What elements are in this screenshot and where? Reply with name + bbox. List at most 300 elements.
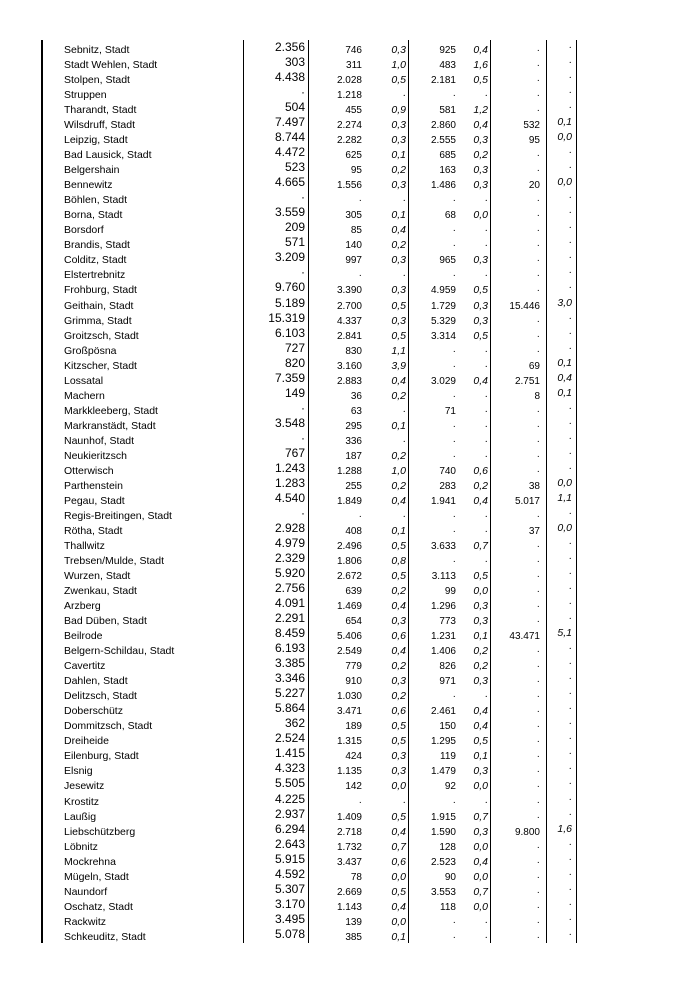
percent-col-5: · <box>484 509 488 522</box>
percent-col-3: 0,3 <box>391 134 406 147</box>
percent-col-5: 0,2 <box>473 149 488 162</box>
municipality-name: Schkeuditz, Stadt <box>64 930 146 943</box>
value-col-2: 295 <box>345 420 362 432</box>
table-row <box>0 220 700 238</box>
table-row <box>0 130 700 148</box>
table-row <box>0 866 700 885</box>
percent-col-3: 0,3 <box>391 750 406 763</box>
value-col-1: 820 <box>284 355 305 370</box>
value-col-6: · <box>536 165 540 177</box>
municipality-name: Mügeln, Stadt <box>64 870 129 883</box>
value-col-1: 4.091 <box>274 596 305 611</box>
value-col-4: 483 <box>439 60 456 72</box>
municipality-name: Stadt Wehlen, Stadt <box>64 59 158 72</box>
value-col-2: 2.669 <box>336 886 362 898</box>
table-row <box>0 911 700 930</box>
value-col-4: 581 <box>439 105 456 117</box>
value-col-4: · <box>452 270 456 282</box>
value-col-6: · <box>536 901 540 913</box>
percent-col-5: 0,0 <box>473 585 488 598</box>
municipality-name: Doberschütz <box>64 705 123 718</box>
municipality-name: Großpösna <box>64 344 117 357</box>
value-col-1: 6.193 <box>274 641 305 656</box>
value-col-2: 424 <box>345 751 362 763</box>
municipality-name: Markranstädt, Stadt <box>64 419 156 432</box>
value-col-1: 3.170 <box>274 896 305 911</box>
percent-col-5: 0,5 <box>473 74 488 87</box>
value-col-1: 523 <box>284 160 305 175</box>
value-col-1: 5.915 <box>274 851 305 866</box>
percent-col-7: · <box>568 161 572 174</box>
value-col-1: 5.307 <box>274 881 305 896</box>
percent-col-7: · <box>568 401 572 414</box>
table-row <box>0 731 700 749</box>
municipality-name: Wilsdruff, Stadt <box>64 119 135 132</box>
value-col-2: · <box>358 796 362 808</box>
table-row <box>0 325 700 344</box>
value-col-4: 2.860 <box>430 120 456 132</box>
value-col-4: 150 <box>439 721 456 733</box>
percent-col-7: 1,1 <box>557 491 572 504</box>
municipality-name: Trebsen/Mulde, Stadt <box>64 555 164 568</box>
value-col-4: 1.915 <box>430 811 456 823</box>
percent-col-7: · <box>568 882 572 895</box>
value-col-6: · <box>536 540 540 552</box>
table-row <box>0 445 700 464</box>
percent-col-3: 0,5 <box>391 329 406 342</box>
municipality-name: Liebschützberg <box>64 825 136 838</box>
value-col-6: · <box>536 60 540 72</box>
value-col-6: 9.800 <box>514 826 540 838</box>
value-col-6: · <box>536 465 540 477</box>
municipality-name: Machern <box>64 389 105 402</box>
municipality-name: Bad Düben, Stadt <box>64 615 147 628</box>
value-col-1: 6.294 <box>274 821 305 836</box>
value-col-1: 4.592 <box>274 866 305 881</box>
municipality-name: Belgern-Schildau, Stadt <box>64 645 175 658</box>
value-col-1: 571 <box>284 235 305 250</box>
table-row <box>0 851 700 870</box>
value-col-2: 830 <box>345 345 362 357</box>
percent-col-3: · <box>402 404 406 417</box>
percent-col-7: · <box>568 236 572 249</box>
percent-col-3: · <box>402 89 406 102</box>
value-col-1: 362 <box>284 716 305 731</box>
percent-col-7: · <box>568 702 572 715</box>
municipality-name: Elstertrebnitz <box>64 269 126 282</box>
table-row <box>0 611 700 629</box>
value-col-2: 3.437 <box>336 856 362 868</box>
value-col-1: 2.291 <box>274 611 305 626</box>
municipality-name: Geithain, Stadt <box>64 299 134 312</box>
value-col-6: · <box>536 420 540 432</box>
percent-col-7: · <box>568 612 572 625</box>
table-row <box>0 581 700 599</box>
municipality-name: Jesewitz <box>64 780 105 793</box>
value-col-1: 4.323 <box>274 761 305 776</box>
value-col-1: · <box>301 505 305 520</box>
value-col-4: 5.329 <box>430 315 456 327</box>
table-row <box>0 716 700 734</box>
value-col-4: · <box>452 240 456 252</box>
value-col-6: · <box>536 916 540 928</box>
value-col-2: · <box>358 510 362 522</box>
percent-col-5: 0,0 <box>473 900 488 913</box>
table-row <box>0 340 700 359</box>
table-row <box>0 115 700 133</box>
value-col-4: · <box>452 390 456 402</box>
value-col-1: 504 <box>284 100 305 115</box>
value-col-6: 37 <box>528 525 540 537</box>
percent-col-7: · <box>568 326 572 339</box>
value-col-1: 2.928 <box>274 520 305 535</box>
value-col-2: 1.135 <box>336 766 362 778</box>
percent-col-3: 0,5 <box>391 720 406 733</box>
table-row <box>0 475 700 494</box>
value-col-4: · <box>452 90 456 102</box>
municipality-name: Cavertitz <box>64 660 106 673</box>
percent-col-5: 0,5 <box>473 570 488 583</box>
percent-col-3: 0,2 <box>391 479 406 492</box>
percent-col-7: · <box>568 506 572 519</box>
value-col-2: 1.806 <box>336 556 362 568</box>
percent-col-3: 1,0 <box>391 464 406 477</box>
percent-col-5: · <box>484 915 488 928</box>
percent-col-5: · <box>484 524 488 537</box>
percent-col-3: 0,8 <box>391 555 406 568</box>
percent-col-3: 0,1 <box>391 930 406 943</box>
percent-col-5: 1,2 <box>473 104 488 117</box>
value-col-4: 826 <box>439 661 456 673</box>
value-col-6: 2.751 <box>514 375 540 387</box>
table-row <box>0 235 700 253</box>
municipality-name: Parthenstein <box>64 479 123 492</box>
value-col-6: · <box>536 225 540 237</box>
value-col-4: · <box>452 435 456 447</box>
value-col-2: 455 <box>345 105 362 117</box>
value-col-1: 5.505 <box>274 776 305 791</box>
percent-col-3: 0,6 <box>391 855 406 868</box>
percent-col-5: 0,4 <box>473 705 488 718</box>
municipality-name: Naundorf <box>64 885 108 898</box>
value-col-2: · <box>358 195 362 207</box>
value-col-4: 2.555 <box>430 135 456 147</box>
value-col-4: 773 <box>439 616 456 628</box>
value-col-6: · <box>536 195 540 207</box>
percent-col-7: 0,1 <box>557 116 572 129</box>
value-col-4: · <box>452 195 456 207</box>
percent-col-3: 0,7 <box>391 840 406 853</box>
percent-col-3: 0,3 <box>391 675 406 688</box>
percent-col-7: · <box>568 71 572 84</box>
value-col-2: 2.282 <box>336 135 362 147</box>
municipality-name: Groitzsch, Stadt <box>64 329 139 342</box>
percent-col-3: 0,2 <box>391 690 406 703</box>
percent-col-3: 0,6 <box>391 705 406 718</box>
municipality-name: Grimma, Stadt <box>64 314 132 327</box>
value-col-1: 1.283 <box>274 475 305 490</box>
municipality-name: Sebnitz, Stadt <box>64 44 130 56</box>
value-col-1: 303 <box>284 55 305 70</box>
value-col-4: 1.231 <box>430 631 456 643</box>
value-col-4: 1.486 <box>430 180 456 192</box>
value-col-4: · <box>452 345 456 357</box>
percent-col-7: · <box>568 416 572 429</box>
value-col-2: 5.406 <box>336 631 362 643</box>
municipality-name: Arzberg <box>64 600 101 613</box>
value-col-6: · <box>536 796 540 808</box>
percent-col-7: · <box>568 642 572 655</box>
percent-col-3: 0,4 <box>391 494 406 507</box>
value-col-6: · <box>536 676 540 688</box>
value-col-4: · <box>452 916 456 928</box>
percent-col-7: · <box>568 146 572 159</box>
value-col-2: 85 <box>350 225 362 237</box>
percent-col-7: · <box>568 732 572 745</box>
municipality-name: Rackwitz <box>64 915 107 928</box>
value-col-2: 187 <box>345 450 362 462</box>
value-col-1: 5.920 <box>274 566 305 581</box>
percent-col-3: 0,5 <box>391 885 406 898</box>
table-row <box>0 671 700 689</box>
value-col-2: 746 <box>345 45 362 56</box>
value-col-6: · <box>536 240 540 252</box>
table-row <box>0 656 700 674</box>
value-col-2: 625 <box>345 150 362 162</box>
percent-col-7: · <box>568 852 572 865</box>
value-col-6: 532 <box>523 120 540 132</box>
value-col-4: 90 <box>444 871 456 883</box>
municipality-name: Naunhof, Stadt <box>64 434 135 447</box>
percent-col-3: 0,2 <box>391 585 406 598</box>
value-col-2: 1.469 <box>336 601 362 613</box>
percent-col-7: · <box>568 461 572 474</box>
value-col-6: · <box>536 255 540 267</box>
value-col-6: 38 <box>528 480 540 492</box>
value-col-2: · <box>358 270 362 282</box>
value-col-4: 3.113 <box>431 571 456 583</box>
value-col-1: · <box>301 400 305 415</box>
percent-col-7: 0,0 <box>557 476 572 489</box>
percent-col-7: · <box>568 717 572 730</box>
table-row <box>0 430 700 449</box>
value-col-4: 3.314 <box>430 330 456 342</box>
value-col-6: · <box>536 871 540 883</box>
value-col-6: · <box>536 571 540 583</box>
value-col-6: · <box>536 210 540 222</box>
value-col-1: 4.472 <box>274 145 305 160</box>
percent-col-5: · <box>484 89 488 102</box>
value-col-4: 1.479 <box>430 766 456 778</box>
percent-col-3: 0,3 <box>391 179 406 192</box>
percent-col-7: · <box>568 446 572 459</box>
value-col-6: · <box>536 931 540 943</box>
value-col-1: 1.243 <box>274 460 305 475</box>
value-col-4: 92 <box>444 781 456 793</box>
table-row <box>0 295 700 314</box>
percent-col-7: · <box>568 867 572 880</box>
table-row <box>0 776 700 794</box>
value-col-4: 685 <box>439 150 456 162</box>
percent-col-5: 0,3 <box>473 299 488 312</box>
value-col-1: 2.937 <box>274 806 305 821</box>
value-col-2: 139 <box>345 916 362 928</box>
municipality-name: Thallwitz <box>64 539 105 552</box>
percent-col-5: 0,3 <box>473 825 488 838</box>
value-col-1: 2.329 <box>274 551 305 566</box>
table-row <box>0 551 700 569</box>
value-col-4: · <box>452 691 456 703</box>
percent-col-5: · <box>484 224 488 237</box>
value-col-1: 3.385 <box>274 656 305 671</box>
value-col-2: 2.274 <box>336 120 362 132</box>
table-row <box>0 175 700 193</box>
percent-col-7: · <box>568 431 572 444</box>
municipality-name: Brandis, Stadt <box>64 239 130 252</box>
value-col-1: 8.459 <box>274 626 305 641</box>
percent-col-3: 0,4 <box>391 600 406 613</box>
value-col-4: · <box>452 931 456 943</box>
percent-col-7: 5,1 <box>557 627 572 640</box>
municipality-name: Otterwisch <box>64 464 114 477</box>
percent-col-7: · <box>568 311 572 324</box>
value-col-4: 1.941 <box>430 495 456 507</box>
value-col-2: 385 <box>345 931 362 943</box>
value-col-2: 78 <box>350 871 362 883</box>
value-col-4: · <box>452 420 456 432</box>
table-row <box>0 280 700 298</box>
percent-col-7: · <box>568 927 572 940</box>
percent-col-3: 0,3 <box>391 314 406 327</box>
value-col-2: 2.496 <box>336 540 362 552</box>
percent-col-7: · <box>568 777 572 790</box>
percent-col-7: · <box>568 567 572 580</box>
value-col-2: 2.549 <box>336 646 362 658</box>
percent-col-7: · <box>568 56 572 69</box>
value-col-2: 305 <box>345 210 362 222</box>
percent-col-7: · <box>568 341 572 354</box>
table-row <box>0 490 700 509</box>
value-col-1: · <box>301 265 305 280</box>
value-col-1: 7.359 <box>274 370 305 385</box>
percent-col-5: 0,4 <box>473 374 488 387</box>
percent-col-5: 0,5 <box>473 329 488 342</box>
value-col-1: 727 <box>284 340 305 355</box>
value-col-4: 1.590 <box>430 826 456 838</box>
municipality-name: Dreiheide <box>64 735 109 748</box>
table-row <box>0 400 700 419</box>
percent-col-5: · <box>484 404 488 417</box>
percent-col-3: 0,4 <box>391 645 406 658</box>
municipality-name: Markkleeberg, Stadt <box>64 404 158 417</box>
percent-col-3: 0,3 <box>391 254 406 267</box>
percent-col-5: 0,6 <box>473 464 488 477</box>
percent-col-7: · <box>568 206 572 219</box>
value-col-4: 283 <box>439 480 456 492</box>
municipality-name: Pegau, Stadt <box>64 494 125 507</box>
table-row <box>0 596 700 614</box>
table-row <box>0 145 700 163</box>
percent-col-3: 1,0 <box>391 59 406 72</box>
table-row <box>0 836 700 855</box>
municipality-name: Zwenkau, Stadt <box>64 585 137 598</box>
percent-col-3: 0,2 <box>391 164 406 177</box>
value-col-1: 6.103 <box>274 325 305 340</box>
percent-col-3: 0,5 <box>391 539 406 552</box>
value-col-1: 4.665 <box>274 175 305 190</box>
value-col-2: 4.337 <box>336 315 362 327</box>
percent-col-5: 0,7 <box>473 885 488 898</box>
municipality-name: Borsdorf <box>64 224 104 237</box>
value-col-6: 8 <box>534 390 540 402</box>
value-col-2: 1.556 <box>336 180 362 192</box>
percent-col-5: · <box>484 389 488 402</box>
percent-col-5: 0,2 <box>473 645 488 658</box>
percent-col-3: · <box>402 269 406 282</box>
value-col-4: 1.729 <box>430 300 456 312</box>
percent-col-5: 0,7 <box>473 539 488 552</box>
value-col-2: 95 <box>350 165 362 177</box>
percent-col-3: · <box>402 509 406 522</box>
value-col-2: 189 <box>345 721 362 733</box>
percent-col-7: 1,6 <box>557 822 572 835</box>
percent-col-7: 0,0 <box>557 131 572 144</box>
percent-col-7: 0,1 <box>557 356 572 369</box>
value-col-1: 3.548 <box>274 415 305 430</box>
value-col-6: · <box>536 45 540 56</box>
value-col-2: 1.849 <box>336 495 362 507</box>
municipality-name: Borna, Stadt <box>64 209 123 222</box>
percent-col-5: 0,3 <box>473 600 488 613</box>
value-col-1: 149 <box>284 385 305 400</box>
percent-col-7: · <box>568 912 572 925</box>
value-col-1: 7.497 <box>274 115 305 130</box>
value-col-6: · <box>536 315 540 327</box>
value-col-6: · <box>536 510 540 522</box>
value-col-4: 1.295 <box>430 736 456 748</box>
municipality-name: Bad Lausick, Stadt <box>64 149 152 162</box>
table-row <box>0 100 700 118</box>
percent-col-3: 0,5 <box>391 735 406 748</box>
table-row <box>0 520 700 539</box>
percent-col-7: · <box>568 266 572 279</box>
table-row <box>0 701 700 719</box>
value-col-6: · <box>536 601 540 613</box>
percent-col-7: 0,4 <box>557 371 572 384</box>
value-col-6: · <box>536 691 540 703</box>
table-row <box>0 265 700 283</box>
value-col-4: 3.633 <box>430 540 456 552</box>
municipality-name: Leipzig, Stadt <box>64 134 128 147</box>
percent-col-5: · <box>484 930 488 943</box>
value-col-2: 1.030 <box>336 691 362 703</box>
municipality-name: Löbnitz <box>64 840 98 853</box>
value-col-1: 1.415 <box>274 746 305 761</box>
value-col-2: 255 <box>345 480 362 492</box>
table-row <box>0 881 700 900</box>
value-col-4: · <box>452 360 456 372</box>
value-col-2: 2.841 <box>336 330 362 342</box>
percent-col-3: 0,2 <box>391 239 406 252</box>
value-col-1: · <box>301 430 305 445</box>
percent-col-3: 0,2 <box>391 449 406 462</box>
value-col-4: 2.523 <box>430 856 456 868</box>
percent-col-5: 0,3 <box>473 179 488 192</box>
value-col-2: 2.718 <box>336 826 362 838</box>
value-col-1: 5.189 <box>274 295 305 310</box>
value-col-6: 43.471 <box>509 631 540 643</box>
percent-col-7: · <box>568 86 572 99</box>
